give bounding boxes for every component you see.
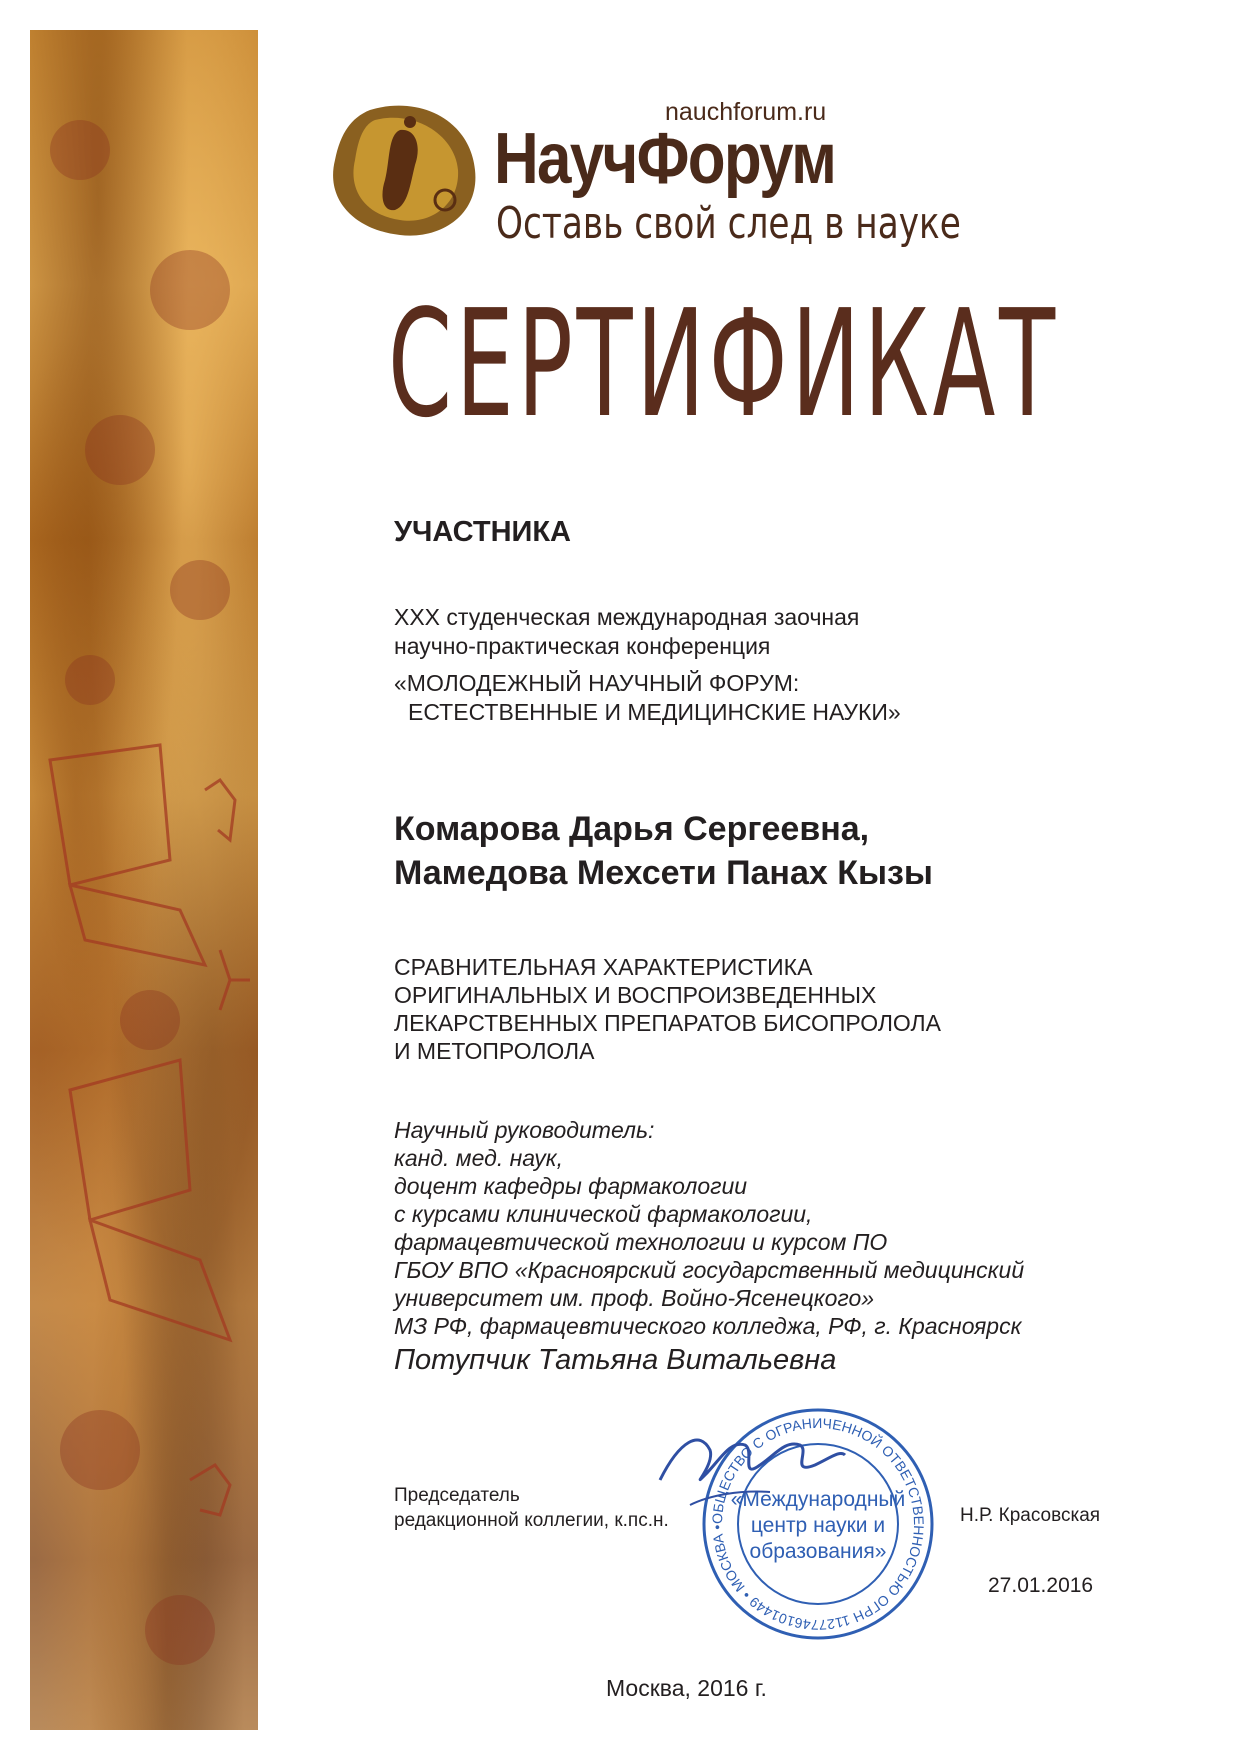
certificate-title: СЕРТИФИКАТ (388, 278, 1059, 450)
signature-icon (650, 1420, 850, 1530)
chair-line: редакционной коллегии, к.пс.н. (394, 1510, 669, 1531)
conference-line: научно-практическая конференция (394, 633, 771, 659)
decorative-strip (30, 30, 258, 1730)
topic-line: ЛЕКАРСТВЕННЫХ ПРЕПАРАТОВ БИСОПРОЛОЛА (394, 1010, 941, 1036)
stamp-outer-text: ОБЩЕСТВО С ОГРАНИЧЕННОЙ ОТВЕТСТВЕННОСТЬЮ ОГРН 1127746101449 • МОСКВА • (708, 1414, 928, 1634)
stamp-inner-line: образования» (749, 1540, 887, 1563)
participant-label: УЧАСТНИКА (394, 516, 572, 548)
site-url: nauchforum.ru (665, 98, 827, 126)
topic-line: ОРИГИНАЛЬНЫХ И ВОСПРОИЗВЕДЕННЫХ (394, 982, 877, 1008)
city-year: Москва, 2016 г. (606, 1675, 767, 1701)
author-name: Мамедова Мехсети Панах Кызы (394, 854, 933, 892)
advisor-name: Потупчик Татьяна Витальевна (394, 1344, 837, 1376)
advisor-line: доцент кафедры фармакологии (394, 1173, 748, 1199)
topic-line: СРАВНИТЕЛЬНАЯ ХАРАКТЕРИСТИКА (394, 954, 813, 980)
advisor-line: фармацевтической технологии и курсом ПО (394, 1229, 888, 1255)
advisor-line: Научный руководитель: (394, 1117, 655, 1143)
brand-slogan: Оставь свой след в науке (496, 198, 961, 249)
advisor-line: МЗ РФ, фармацевтического колледжа, РФ, г. Красноярск (394, 1313, 1022, 1339)
chair-title (394, 1483, 669, 1533)
authors (394, 807, 933, 895)
advisor-line: университет им. проф. Войно-Ясенецкого» (394, 1285, 875, 1311)
chair-line: Председатель (394, 1485, 520, 1506)
brand-name: НаучФорум (494, 119, 836, 199)
topic-line: И МЕТОПРОЛОЛА (394, 1038, 595, 1064)
nauchforum-logo-icon (330, 100, 480, 250)
chair-name: Н.Р. Красовская (960, 1505, 1101, 1526)
advisor-line: ГБОУ ВПО «Красноярский государственный медицинский (394, 1257, 1025, 1283)
advisor-line: с курсами клинической фармакологии, (394, 1201, 813, 1227)
stamp-inner-line: центр науки и (750, 1514, 886, 1537)
advisor-line: канд. мед. наук, (394, 1145, 564, 1171)
conference-name-line: «МОЛОДЕЖНЫЙ НАУЧНЫЙ ФОРУМ: (394, 670, 800, 696)
conference-name-line: ЕСТЕСТВЕННЫЕ И МЕДИЦИНСКИЕ НАУКИ» (408, 699, 901, 725)
paper-topic (394, 953, 941, 1065)
conference-description (394, 603, 859, 661)
conference-line: XXX студенческая международная заочная (394, 604, 860, 630)
issue-date: 27.01.2016 (988, 1574, 1094, 1597)
stamp-inner-line: «Международный (730, 1488, 906, 1511)
conference-name (394, 669, 901, 727)
author-name: Комарова Дарья Сергеевна, (394, 810, 870, 848)
advisor-info (394, 1116, 1024, 1340)
